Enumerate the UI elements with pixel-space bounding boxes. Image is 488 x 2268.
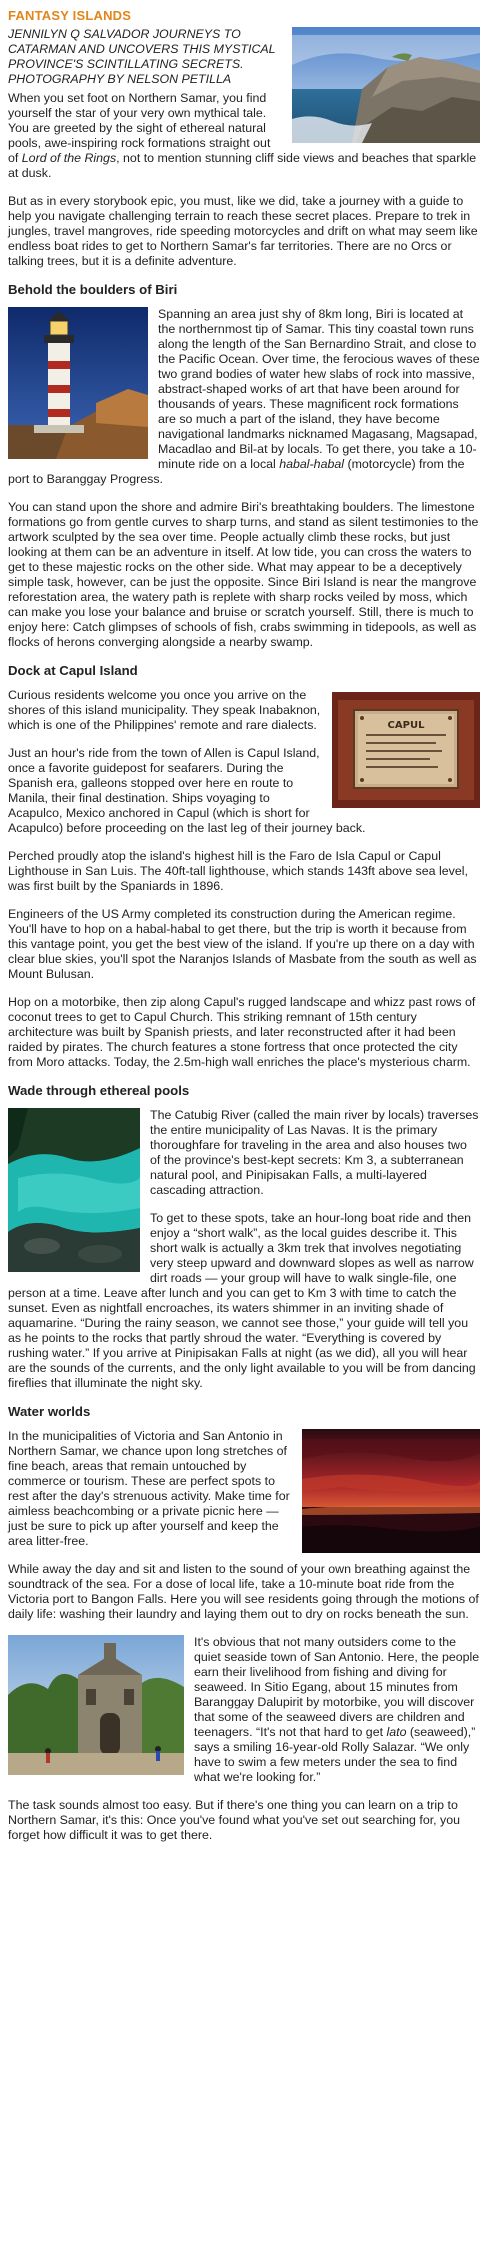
capul-paragraph-1: Curious residents welcome you once you arrive on the shores of this island municipality. They speak Inabaknon, which is one of the Philippines' remote and rare dialects. bbox=[8, 688, 321, 732]
pools-paragraph-2: To get to these spots, take an hour-long boat ride and then enjoy a “short walk”, as the local guides describe it. This short walk is actually a 3km trek that involves negotiating very steep upward and downward slopes as well as narrow dirt roads — your group will have to walk single-file, one person at a time. Leave after lunch and you can get to Km 3 with time to catch the sunset. Even as nightfall encroaches, its waters shimmer in an inviting shade of aquamarine. “During the rainy season, we cannot see those,” your guide will tell you as he points to the rocks that partly shroud the water. “Everything is covered by rushing water.” If you arrive at Pinipisakan Falls at night (as we did), all you will hear are the sounds of the currents, and the only light available to you will be from dancing fireflies that illuminate the night sky. bbox=[8, 1211, 476, 1390]
biri-paragraph-2: You can stand upon the shore and admire Biri's breathtaking boulders. The limestone formations go from gentle curves to sharp turns, and stand as silent testimonies to the artwork sculpted by the sea over time. People actually climb these rocks, but just looking at them can be an adventure in itself. At low tide, you can cross the waters to get to these majestic rocks on the other side. What may appear to be a deceptively simple task, however, can be just the opposite. Since Biri Island is near the mangrove reforestation area, the watery path is replete with sharp rocks veiled by moss, which can make you lose your balance and bruise or scratch yourself. Still, there is much to enjoy here: Catch glimpses of schools of fish, crabs swimming in tidepools, as well as flocks of herons converging alongside a nearby swamp. bbox=[8, 500, 479, 649]
heading-water-worlds: Water worlds bbox=[8, 1404, 91, 1419]
capul-paragraph-2: Just an hour's ride from the town of Allen is Capul Island, once a favorite guidepost for seafarers. During the Spanish era, galleons stopped over here en route to Manila, their final destination. Ships voyaging to Acapulco, Mexico anchored in Capul (which is short for Acapulco) before proceeding on the last leg of their journey back. bbox=[8, 746, 366, 835]
biri-paragraph-1: Spanning an area just shy of 8km long, Biri is located at the northernmost tip of Samar. This tiny coastal town runs along the length of the San Bernardino Strait, and close to the Pacific Ocean. Over time, the ferocious waves of these two grand bodies of water hew slabs of rock into massive, abstract-shaped works of art that have been around for thousands of years. These magnificent rock formations are so much a part of the island, they have become navigational landmarks nicknamed Magasang, Magsapad, Macadlao and Bil-at by locals. To get there, you take a 10-minute ride on a local habal-habal (motorcycle) from the port to Baranggay Progress. bbox=[8, 307, 480, 486]
capul-plaque-photo bbox=[332, 692, 480, 808]
water-paragraph-1: In the municipalities of Victoria and San Antonio in Northern Samar, we chance upon long stretches of fine beach, areas that remain untouched by commerce or tourism. These are perfect spots to rest after the day's strenuous activity. Make time for aimless beachcombing or a private picnic here — just be sure to pick up after yourself and keep the area litter-free. bbox=[8, 1429, 290, 1548]
church-photo bbox=[8, 1635, 184, 1775]
standfirst: JENNILYN Q SALVADOR JOURNEYS TO CATARMAN AND UNCOVERS THIS MYSTICAL PROVINCE'S SCINTILLATING SECRETS. PHOTOGRAPHY BY NELSON PETILLA bbox=[8, 27, 276, 86]
capul-paragraph-5: Hop on a motorbike, then zip along Capul's rugged landscape and whizz past rows of coconut trees to get to Capul Church. This striking remnant of 15th century architecture was built by Spanish priests, and later reconstructed after it had been raided by pirates. The church features a stone fortress that once protected the city from Moro attacks. Today, the 2.5m-high wall enriches the place's mysterious charm. bbox=[8, 995, 476, 1069]
water-paragraph-4: The task sounds almost too easy. But if there's one thing you can learn on a trip to Northern Samar, it's this: Once you've found what you've set out searching for, you forget how difficult it was to get there. bbox=[8, 1798, 461, 1842]
natural-pool-photo bbox=[8, 1108, 140, 1272]
lighthouse-photo bbox=[8, 307, 148, 459]
sunset-photo bbox=[302, 1429, 480, 1553]
heading-biri: Behold the boulders of Biri bbox=[8, 282, 178, 297]
heading-pools: Wade through ethereal pools bbox=[8, 1083, 190, 1098]
pools-paragraph-1: The Catubig River (called the main river by locals) traverses the entire municipality of Las Navas. It is the primary thoroughfare for traveling in the area and also houses two of the province's best-kept secrets: Km 3, a subterranean natural pool, and Pinipisakan Falls, a multi-layered cascading attraction. bbox=[150, 1108, 479, 1197]
intro-paragraph-2: But as in every storybook epic, you must, like we did, take a journey with a guide to help you navigate challenging terrain to reach these secret places. Prepare to trek in jungles, travel mangroves, ride speeding motorcycles and drift on what may seem like endless boat rides to get to Northern Samar's far territories. There are no Orcs or talking trees, but it is a definite adventure. bbox=[8, 194, 478, 268]
capul-paragraph-3: Perched proudly atop the island's highest hill is the Faro de Isla Capul or Capul Lighthouse in San Luis. The 40ft-tall lighthouse, which stands 143ft above sea level, was first built by the Spaniards in 1896. bbox=[8, 849, 468, 893]
cliff-photo bbox=[292, 27, 480, 143]
intro-paragraph-1: When you set foot on Northern Samar, you find yourself the star of your very own mythical tale. You are greeted by the sight of ethereal natural pools, awe-inspiring rock formations straight out of Lord of the Rings, not to mention stunning cliff side views and beaches that sparkle at dusk. bbox=[8, 91, 477, 180]
plaque-title: CAPUL bbox=[387, 720, 425, 731]
heading-capul: Dock at Capul Island bbox=[8, 663, 138, 678]
capul-paragraph-4: Engineers of the US Army completed its construction during the American regime. You'll have to hop on a habal-habal to get there, but the trip is worth it because from this vantage point, you get the best view of the island. If you're up there on a day with clear blue skies, you'll spot the Naranjos Islands of Masbate from the south as well as Mount Bulusan. bbox=[8, 907, 477, 981]
section-tag: FANTASY ISLANDS bbox=[8, 8, 132, 23]
water-paragraph-2: While away the day and sit and listen to the sound of your own breathing against the soundtrack of the sea. For a dose of local life, take a 10-minute boat ride from the Victoria port to Bangon Falls. Here you will see residents going through the motions of daily life: washing their laundry and laying them out to dry on rocks beneath the sun. bbox=[8, 1562, 479, 1621]
water-paragraph-3: It's obvious that not many outsiders come to the quiet seaside town of San Antonio. Here, the people earn their livelihood from fishing and diving for seaweed. In Sitio Egang, about 15 minutes from Baranggay Dalupirit by motorbike, you will discover that some of the seaweed divers are children and teenagers. “It's not that hard to get lato (seaweed),” says a smiling 16-year-old Rolly Salazar. “We only have to swim a few meters under the sea to find what we're looking for.” bbox=[194, 1635, 480, 1784]
